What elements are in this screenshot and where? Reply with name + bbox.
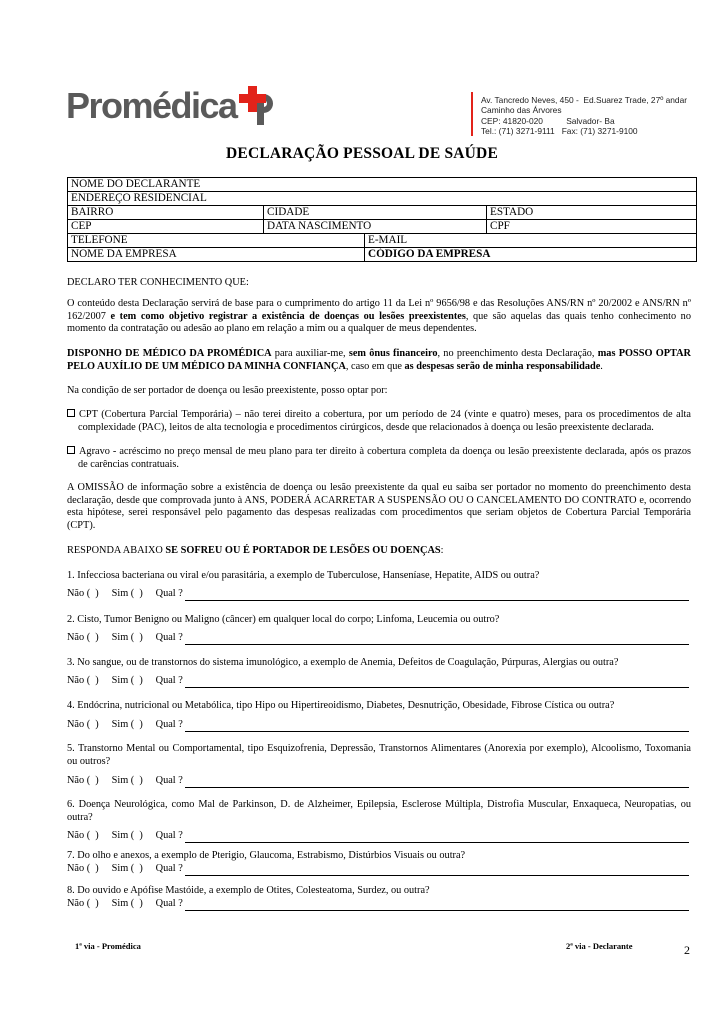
promedica-logo xyxy=(66,86,276,130)
address-line: CEP: 41820-020 Salvador- Ba xyxy=(481,115,615,126)
answer-line[interactable] xyxy=(185,901,689,911)
text: , que são aquelas das quais tenho conhecimento no momento da contratação ou adesão ao plano em relação a mim ou a qualquer de meus dependentes. xyxy=(67,310,691,335)
option-agravo-text: Agravo - acréscimo no preço mensal de meu plano para ter direito à cobertura completa da doença ou lesão preexistente declarada, após os prazos de carências contratuais. xyxy=(78,446,691,470)
answer-line[interactable] xyxy=(185,635,689,645)
field-codigo-empresa[interactable]: CÓDIGO DA EMPRESA xyxy=(365,248,697,262)
address-line: Caminho das Árvores xyxy=(481,105,562,116)
question-1: 1. Infecciosa bacteriana ou viral e/ou parasitária, a exemplo de Tuberculose, Hanseníase, Hepatite, AIDS ou outra? xyxy=(67,570,540,581)
paragraph-omissao: A OMISSÃO de informação sobre a existência de doença ou lesão preexistente da qual eu saiba ser portador no momento do preenchimento desta declaração, desde que comprovada junto à ANS, PODERÁ ACARRETAR A SUSPENSÃO OU O CANCELAMENTO DO CONTRATO e, ocorrendo esta hipótese, serei responsável pelo pagamento das despesas realizadas com procedimentos que seriam objetos de Cobertura Parcial Temporária (CPT). xyxy=(67,482,691,532)
responda-heading xyxy=(67,545,691,558)
answer-row-4[interactable] xyxy=(67,719,689,732)
answer-options: Não ( ) Sim ( ) Qual ? xyxy=(67,863,183,874)
answer-options: Não ( ) Sim ( ) Qual ? xyxy=(67,675,183,686)
text: O conteúdo desta Declaração servirá de base para o cumprimento do artigo 11 da Lei nº 9656/98 e das Resoluções ANS/RN nº 20/2002 e ANS/RN nº 162/2007 xyxy=(67,298,691,322)
page-number: 2 xyxy=(684,943,690,957)
answer-options: Não ( ) Sim ( ) Qual ? xyxy=(67,719,183,730)
checkbox-agravo[interactable] xyxy=(67,446,75,454)
answer-options: Não ( ) Sim ( ) Qual ? xyxy=(67,588,183,599)
option-agravo xyxy=(67,446,691,471)
field-cep[interactable]: CEP xyxy=(68,220,264,234)
question-5: 5. Transtorno Mental ou Comportamental, tipo Esquizofrenia, Depressão, Transtornos Alimentares (Anorexia por exemplo), Alcoolismo, Toxomania ou outros? xyxy=(67,743,691,767)
answer-options: Não ( ) Sim ( ) Qual ? xyxy=(67,632,183,643)
answer-row-5[interactable] xyxy=(67,775,689,788)
answer-row-8[interactable] xyxy=(67,898,689,911)
field-telefone[interactable]: TELEFONE xyxy=(68,234,365,248)
text-bold: sem ônus financeiro xyxy=(348,348,438,359)
text: para auxiliar-me, xyxy=(271,348,349,359)
company-address xyxy=(481,95,687,137)
answer-options: Não ( ) Sim ( ) Qual ? xyxy=(67,898,183,909)
field-email[interactable]: E-MAIL xyxy=(365,234,697,248)
text-bold: DISPONHO DE MÉDICO DA PROMÉDICA xyxy=(67,348,272,359)
text: , no preenchimento desta Declaração, xyxy=(437,348,598,359)
answer-line[interactable] xyxy=(185,778,689,788)
question-7: 7. Do olho e anexos, a exemplo de Pterigio, Glaucoma, Estrabismo, Distúrbios Visuais ou outra? xyxy=(67,850,466,861)
question-2: 2. Cisto, Tumor Benigno ou Maligno (câncer) em qualquer local do corpo; Linfoma, Leucemia ou outro? xyxy=(67,614,500,625)
checkbox-cpt[interactable] xyxy=(67,409,75,417)
answer-row-7[interactable] xyxy=(67,863,689,876)
field-bairro[interactable]: BAIRRO xyxy=(68,206,264,220)
logo-cross-icon xyxy=(238,86,276,126)
option-cpt-text: CPT (Cobertura Parcial Temporária) – não terei direito a cobertura, por um período de 24 (vinte e quatro) meses, para os procedimentos de alta complexidade (PAC), leitos de alta tecnologia e procedimentos cirúrgicos, desde que relacionados à doença ou lesão preexistente declarada. xyxy=(78,409,691,433)
question-6: 6. Doença Neurológica, como Mal de Parkinson, D. de Alzheimer, Epilepsia, Esclerose Múltipla, Distrofia Muscular, Enxaqueca, Neuropatias, ou outra? xyxy=(67,799,691,823)
paragraph-legal-basis xyxy=(67,298,691,336)
address-line: Tel.: (71) 3271-9111 Fax: (71) 3271-9100 xyxy=(481,126,638,137)
text-bold: SE SOFREU OU É PORTADOR DE LESÕES OU DOENÇAS xyxy=(165,545,441,556)
field-endereco[interactable]: ENDEREÇO RESIDENCIAL xyxy=(68,192,697,206)
answer-line[interactable] xyxy=(185,833,689,843)
answer-row-2[interactable] xyxy=(67,632,689,645)
answer-row-3[interactable] xyxy=(67,675,689,688)
question-4: 4. Endócrina, nutricional ou Metabólica, tipo Hipo ou Hipertireoidismo, Diabetes, Desnutrição, Obesidade, Fibrose Cística ou outra? xyxy=(67,700,615,711)
page-title: DECLARAÇÃO PESSOAL DE SAÚDE xyxy=(226,145,498,162)
question-8: 8. Do ouvido e Apófise Mastóide, a exemplo de Otites, Colesteatoma, Surdez, ou outra? xyxy=(67,885,430,896)
field-cpf[interactable]: CPF xyxy=(487,220,697,234)
footer-via-declarante: 2ª via - Declarante xyxy=(566,941,633,951)
field-estado[interactable]: ESTADO xyxy=(487,206,697,220)
text: . xyxy=(600,360,603,372)
text-bold: e tem como objetivo registrar a existência de doenças ou lesões preexistentes xyxy=(110,310,466,322)
answer-row-1[interactable] xyxy=(67,588,689,601)
text-bold: as despesas serão de minha responsabilidade xyxy=(404,360,601,372)
answer-row-6[interactable] xyxy=(67,830,689,843)
answer-options: Não ( ) Sim ( ) Qual ? xyxy=(67,775,183,786)
field-nome-declarante[interactable]: NOME DO DECLARANTE xyxy=(68,178,697,192)
answer-line[interactable] xyxy=(185,591,689,601)
field-data-nascimento[interactable]: DATA NASCIMENTO xyxy=(264,220,487,234)
field-cidade[interactable]: CIDADE xyxy=(264,206,487,220)
answer-line[interactable] xyxy=(185,722,689,732)
paragraph-medico xyxy=(67,348,691,373)
answer-line[interactable] xyxy=(185,866,689,876)
address-line: Av. Tancredo Neves, 450 - Ed.Suarez Trade, 27º andar xyxy=(481,95,688,105)
option-cpt xyxy=(67,409,691,434)
question-3: 3. No sangue, ou de transtornos do sistema imunológico, a exemplo de Anemia, Defeitos de Coagulação, Púrpuras, Alergias ou outra? xyxy=(67,657,619,668)
text: , caso em que xyxy=(345,360,405,372)
footer-via-promedica: 1ª via - Promédica xyxy=(75,941,141,951)
field-nome-empresa[interactable]: NOME DA EMPRESA xyxy=(68,248,365,262)
answer-options: Não ( ) Sim ( ) Qual ? xyxy=(67,830,183,841)
address-divider xyxy=(471,92,473,136)
logo-text: Promédica xyxy=(66,85,237,126)
declaro-heading: DECLARO TER CONHECIMENTO QUE: xyxy=(67,277,249,288)
text: RESPONDA ABAIXO xyxy=(67,545,166,556)
text: : xyxy=(440,545,444,556)
answer-line[interactable] xyxy=(185,678,689,688)
text-bold: mas POSSO OPTAR PELO AUXÍLIO DE UM MÉDICO DA MINHA CONFIANÇA xyxy=(67,348,691,372)
paragraph-condicao: Na condição de ser portador de doença ou lesão preexistente, posso optar por: xyxy=(67,385,388,396)
declarant-form xyxy=(67,177,697,262)
